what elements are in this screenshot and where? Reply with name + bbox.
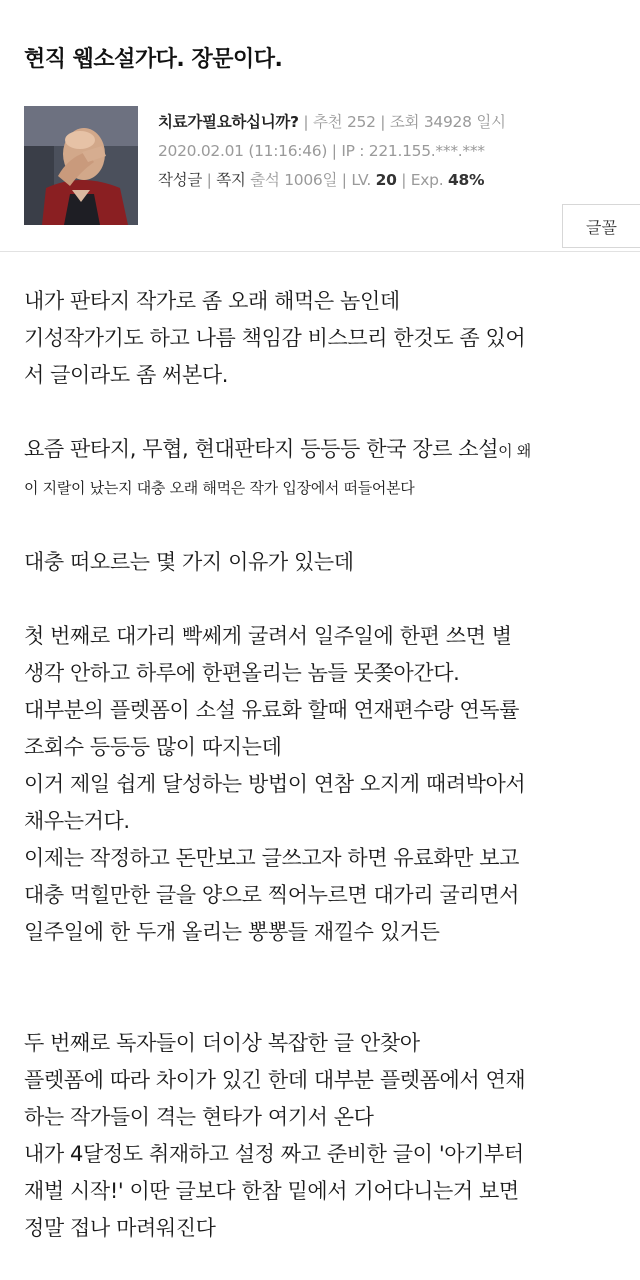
post-datetime: 2020.02.01 (11:16:46) — [158, 142, 328, 160]
meta-separator: | — [206, 171, 212, 189]
meta-line-3 — [158, 166, 506, 195]
paragraph-gap — [24, 394, 624, 431]
meta-line-1 — [158, 108, 506, 137]
ip-address: IP : 221.155.***.*** — [341, 142, 485, 160]
author-avatar[interactable] — [24, 106, 138, 225]
body-line: 하는 작가들이 격는 현타가 여기서 온다 — [24, 1105, 374, 1129]
font-button[interactable]: 글꼴 — [562, 204, 640, 248]
level-value: 20 — [375, 171, 397, 189]
post-title: 현직 웹소설가다. 장문이다. — [24, 47, 283, 72]
meta-separator: | — [331, 142, 337, 160]
body-line: 대충 먹힐만한 글을 양으로 찍어누르면 대가리 굴리면서 — [24, 883, 520, 907]
body-line: 대부분의 플렛폼이 소설 유료화 할때 연재편수랑 연독률 — [24, 698, 520, 722]
message-link[interactable]: 쪽지 — [216, 171, 246, 189]
meta-separator: | — [380, 113, 386, 131]
body-line: 첫 번째로 대가리 빡쎄게 굴려서 일주일에 한편 쓰면 별 — [24, 624, 512, 648]
exp-label: Exp. — [410, 171, 444, 189]
posts-link[interactable]: 작성글 — [158, 171, 203, 189]
body-line: 이제는 작정하고 돈만보고 글쓰고자 하면 유료화만 보고 — [24, 846, 520, 870]
body-text: 요즘 판타지, 무협, 현대판타지 등등등 한국 장르 소설 — [24, 437, 499, 461]
paragraph-gap — [24, 951, 624, 1025]
body-line-small: 이 지랄이 났는지 대충 오래 해먹은 작가 입장에서 떠들어본다 — [24, 479, 415, 497]
attendance: 출석 1006일 — [250, 171, 338, 189]
paragraph-gap — [24, 507, 624, 544]
body-line: 재벌 시작!' 이딴 글보다 한참 밑에서 기어다니는거 보면 — [24, 1179, 519, 1203]
header-divider — [0, 251, 640, 252]
meta-separator: | — [401, 171, 407, 189]
author-meta — [158, 108, 506, 195]
date-label: 일시 — [476, 113, 506, 131]
meta-line-2 — [158, 137, 506, 166]
body-line: 이거 제일 쉽게 달성하는 방법이 연참 오지게 때려박아서 — [24, 772, 526, 796]
body-line: 채우는거다. — [24, 809, 130, 833]
meta-separator: | — [303, 113, 309, 131]
body-line: 일주일에 한 두개 올리는 뽕뽕들 재낄수 있거든 — [24, 920, 440, 944]
body-line: 서 글이라도 좀 써본다. — [24, 363, 229, 387]
body-line: 플렛폼에 따라 차이가 있긴 한데 대부분 플렛폼에서 연재 — [24, 1068, 526, 1092]
author-nickname[interactable]: 치료가필요하십니까? — [158, 113, 299, 131]
body-line: 내가 판타지 작가로 좀 오래 해먹은 놈인데 — [24, 289, 400, 313]
body-line: 생각 안하고 하루에 한편올리는 놈들 못쫒아간다. — [24, 661, 460, 685]
body-line: 기성작가기도 하고 나름 책임감 비스므리 한것도 좀 있어 — [24, 326, 526, 350]
meta-separator: | — [341, 171, 347, 189]
post-body — [24, 283, 624, 1247]
body-line — [24, 431, 624, 470]
body-line: 내가 4달정도 취재하고 설정 짜고 준비한 글이 '아기부터 — [24, 1142, 524, 1166]
body-line: 조회수 등등등 많이 따지는데 — [24, 735, 282, 759]
paragraph-gap — [24, 581, 624, 618]
views-count: 34928 — [423, 113, 472, 131]
body-line: 정말 접나 마려워진다 — [24, 1216, 216, 1240]
exp-value: 48% — [447, 171, 485, 189]
recommend-label: 추천 — [312, 113, 343, 131]
recommend-count: 252 — [346, 113, 376, 131]
views-label: 조회 — [389, 113, 420, 131]
avatar-image — [24, 106, 138, 225]
body-line: 두 번째로 독자들이 더이상 복잡한 글 안찾아 — [24, 1031, 420, 1055]
level-label: LV. — [351, 171, 371, 189]
body-line: 대충 떠오르는 몇 가지 이유가 있는데 — [24, 550, 354, 574]
body-text-small: 이 왜 — [498, 442, 531, 460]
